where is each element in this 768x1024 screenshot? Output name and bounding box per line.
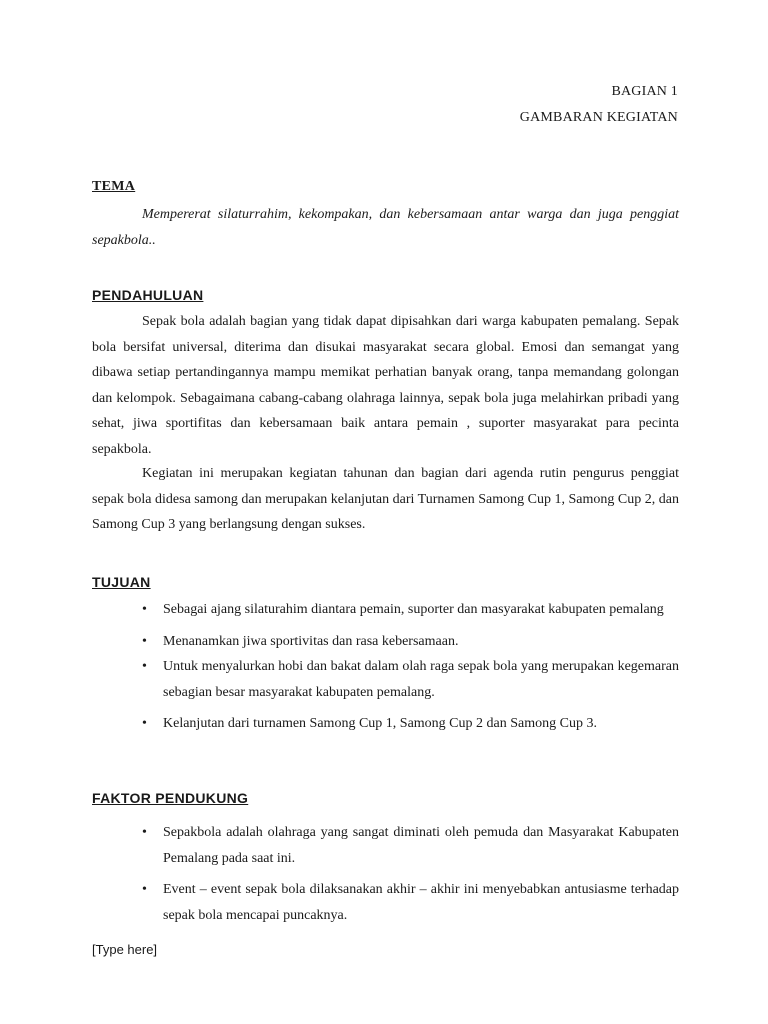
faktor-item-1-text: Sepakbola adalah olahraga yang sangat diminati oleh pemuda dan Masyarakat Kabupaten Pemalang pada saat ini. (163, 825, 679, 866)
pendahuluan-paragraph-2 (92, 461, 679, 538)
list-item (92, 629, 679, 655)
list-item (92, 654, 679, 705)
tema-text-content: Mempererat silaturrahim, kekompakan, dan kebersamaan antar warga dan juga penggiat sepakbola.. (92, 207, 679, 248)
pendahuluan-paragraph-1 (92, 309, 679, 462)
tujuan-item-4-text: Kelanjutan dari turnamen Samong Cup 1, Samong Cup 2 dan Samong Cup 3. (163, 716, 597, 731)
list-item (92, 711, 679, 737)
chapter-number: BAGIAN 1 (611, 84, 678, 99)
bullet-icon: • (142, 882, 147, 897)
bullet-icon: • (142, 633, 147, 649)
tujuan-list (92, 597, 679, 743)
tujuan-heading: TUJUAN (92, 574, 151, 590)
faktor-item-2-text: Event – event sepak bola dilaksanakan akhir – akhir ini menyebabkan antusiasme terhadap sepak bola mencapai puncaknya. (163, 882, 679, 923)
tema-text (92, 202, 679, 253)
tema-heading: TEMA (92, 179, 136, 194)
chapter-title: GAMBARAN KEGIATAN (519, 110, 678, 125)
bullet-icon: • (142, 716, 147, 731)
faktor-heading: FAKTOR PENDUKUNG (92, 790, 249, 806)
tujuan-item-3-text: Untuk menyalurkan hobi dan bakat dalam olah raga sepak bola yang merupakan kegemaran sebagian besar masyarakat kabupaten pemalang. (163, 659, 679, 700)
tujuan-item-1-text: Sebagai ajang silaturahim diantara pemain, suporter dan masyarakat kabupaten pemalang (163, 602, 664, 617)
bullet-icon: • (142, 602, 147, 617)
chapter-header (520, 79, 678, 131)
pendahuluan-paragraph-2-text: Kegiatan ini merupakan kegiatan tahunan dan bagian dari agenda rutin pengurus penggiat sepak bola didesa samong dan merupakan kelanjutan dari Turnamen Samong Cup 1, Samong Cup 2, dan Samong Cup 3 yang berlangsung dengan sukses. (92, 466, 679, 532)
tujuan-item-2-text: Menanamkan jiwa sportivitas dan rasa kebersamaan. (163, 633, 459, 649)
list-item (92, 820, 679, 871)
bullet-icon: • (142, 659, 147, 674)
faktor-list (92, 820, 679, 934)
list-item (92, 877, 679, 928)
footer-placeholder[interactable]: [Type here] (92, 942, 158, 957)
bullet-icon: • (142, 825, 147, 840)
list-item (92, 597, 679, 623)
pendahuluan-heading: PENDAHULUAN (92, 287, 204, 303)
pendahuluan-paragraph-1-text: Sepak bola adalah bagian yang tidak dapat dipisahkan dari warga kabupaten pemalang. Sepak bola bersifat universal, diterima dan disukai masyarakat secara global. Emosi dan semangat yang dibawa setiap pertandingannya mampu memikat perhatian banyak orang, tanpa memandang golongan dan kelompok. Sebagaimana cabang-cabang olahraga lainnya, sepak bola juga melahirkan pribadi yang sehat, jiwa sportifitas dan kebersamaan baik antara pemain , suporter masyarakat para pecinta sepakbola. (92, 314, 679, 457)
